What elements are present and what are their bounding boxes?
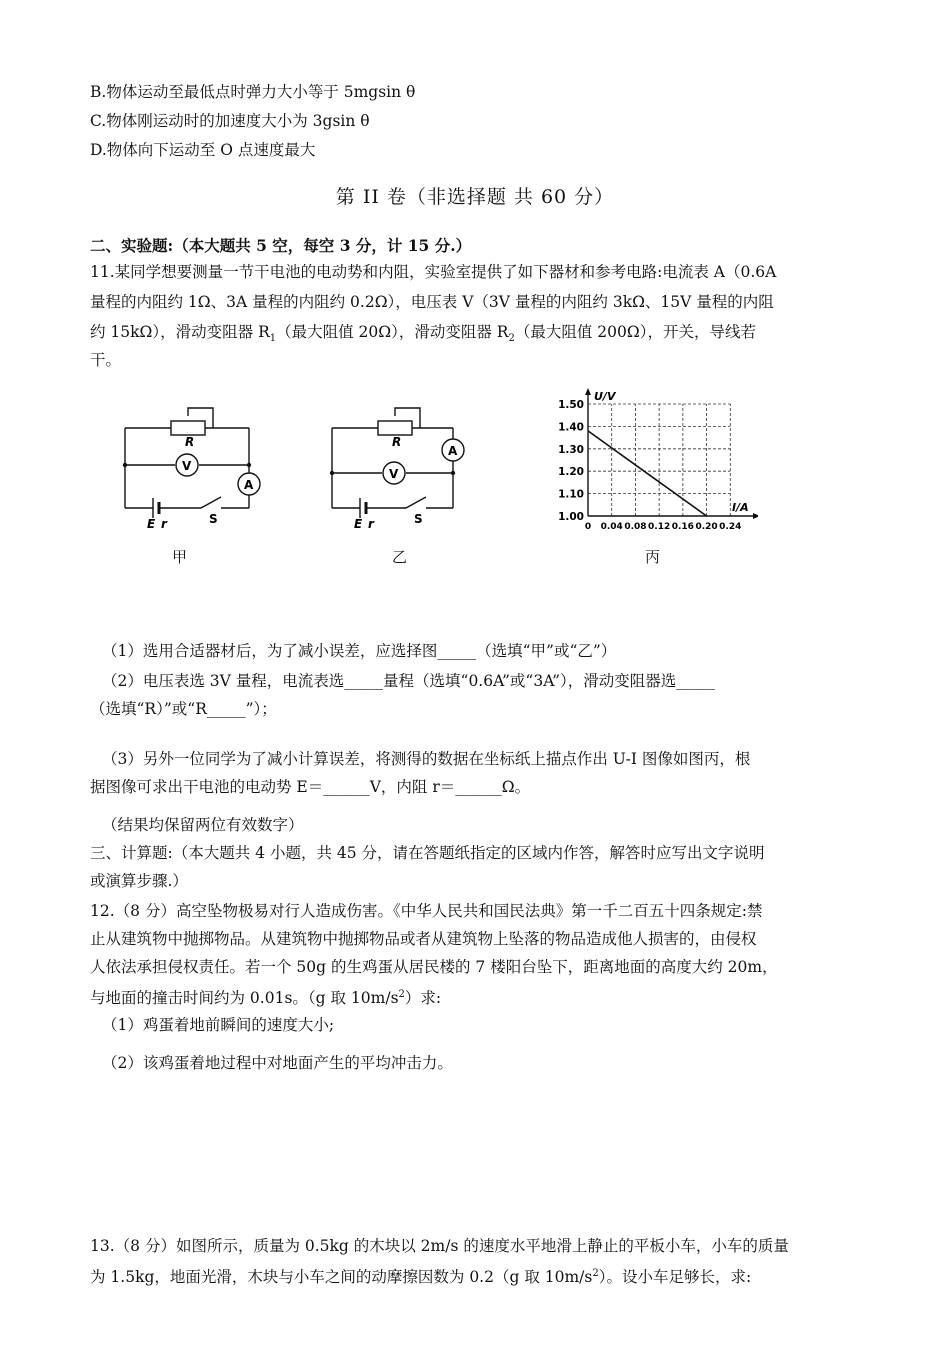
q12-line-2: 止从建筑物中抛掷物品。从建筑物中抛掷物品或者从建筑物上坠落的物品造成他人损害的，由侵权 — [90, 930, 757, 948]
q12-line-4: 与地面的撞击时间约为 0.01s。（g 取 $10m/s^2$）求: — [90, 989, 442, 1008]
q11-sub-1: （1）选用合适器材后，为了减小误差，应选择图_____（选填“甲”或“乙”） — [102, 642, 617, 660]
y-tick-label: 1.00 — [558, 511, 584, 523]
q11-line-1: 11.某同学想要测量一节干电池的电动势和内阻，实验室提供了如下器材和参考电路:电流表 A（0.6A — [90, 263, 777, 281]
q12-line-1: 12.（8 分）高空坠物极易对行人造成伤害。《中华人民共和国民法典》第一千二百五十四条规定:禁 — [90, 902, 763, 920]
calc-header-1: 三、计算题:（本大题共 4 小题，共 45 分，请在答题纸指定的区域内作答，解答时应写出文字说明 — [90, 844, 765, 862]
x-tick-label: 0.04 — [600, 522, 623, 532]
internal-r-label: r — [368, 517, 374, 528]
q11-sub-3b: 据图像可求出干电池的电动势 E＝______V，内阻 r＝______Ω。 — [90, 778, 531, 796]
q13-line-2: 为 1.5kg，地面光滑，木块与小车之间的动摩擦因数为 0.2（g 取 $10m/s^2$）。设小车足够长，求: — [90, 1268, 752, 1287]
x-axis-label: I/A — [732, 501, 749, 514]
experiment-header: 二、实验题:（本大题共 5 空，每空 3 分，计 15 分.） — [90, 236, 472, 255]
q11-sub-3c: （结果均保留两位有效数字） — [102, 816, 304, 834]
caption-jia: 甲 — [172, 548, 188, 566]
q11-sub-3a: （3）另外一位同学为了减小计算误差，将测得的数据在坐标纸上描点作出 U-I 图像如图丙，根 — [102, 750, 751, 768]
option-b: B.物体运动至最低点时弹力大小等于 5mgsin θ — [90, 83, 416, 101]
resistor-label: R — [185, 435, 195, 449]
caption-yi: 乙 — [392, 548, 408, 566]
emf-label: E — [354, 517, 363, 528]
calc-header-2: 或演算步骤.） — [90, 872, 188, 890]
voltmeter-label: V — [389, 467, 399, 481]
emf-label: E — [147, 517, 156, 528]
q11-line-2: 量程的内阻约 1Ω、3A 量程的内阻约 0.2Ω），电压表 V（3V 量程的内阻约 3kΩ、15V 量程的内阻 — [90, 293, 774, 311]
y-axis-label: U/V — [594, 390, 616, 403]
internal-r-label: r — [161, 517, 167, 528]
y-tick-label: 1.30 — [558, 443, 584, 456]
ui-graph — [548, 388, 758, 538]
x-axis-arrow — [753, 513, 758, 519]
y-tick-label: 1.50 — [558, 399, 584, 411]
switch-label: S — [414, 512, 423, 526]
ui-line — [588, 431, 707, 516]
circuit-diagram-jia — [115, 398, 275, 528]
ammeter-label: A — [244, 478, 254, 492]
resistor-label: R — [392, 435, 402, 449]
y-tick-label: 1.40 — [558, 421, 584, 434]
voltmeter-label: V — [182, 459, 192, 473]
y-axis-arrow — [585, 388, 591, 395]
q11-line-4: 干。 — [90, 351, 122, 369]
x-tick-label: 0.12 — [648, 522, 671, 532]
option-c: C.物体刚运动时的加速度大小为 3gsin θ — [90, 112, 370, 130]
ammeter-label: A — [448, 444, 458, 458]
q11-sub-2a: （2）电压表选 3V 量程，电流表选_____量程（选填“0.6A”或“3A”），滑动变阻器选_____ — [102, 672, 716, 690]
q11-line-3: 约 15kΩ），滑动变阻器 $R_1$（最大阻值 20Ω），滑动变阻器 $R_2$（最大阻值 200Ω），开关，导线若 — [90, 323, 756, 345]
x-tick-label: 0.08 — [624, 522, 647, 532]
q12-sub-2: （2）该鸡蛋着地过程中对地面产生的平均冲击力。 — [102, 1054, 453, 1072]
q12-sub-1: （1）鸡蛋着地前瞬间的速度大小; — [102, 1016, 335, 1034]
y-tick-label: 1.20 — [558, 466, 584, 479]
section-title: 第 II 卷（非选择题 共 60 分） — [335, 186, 615, 208]
x-tick-label: 0.16 — [671, 522, 694, 532]
y-tick-label: 1.10 — [558, 488, 584, 501]
x-tick-label: 0.20 — [695, 522, 718, 532]
q11-sub-2b: （选填“R）”或“R_____”）； — [90, 700, 277, 718]
x-tick-label: 0 — [584, 522, 592, 532]
q13-line-1: 13.（8 分）如图所示，质量为 0.5kg 的木块以 2m/s 的速度水平地滑上静止的平板小车，小车的质量 — [90, 1237, 789, 1255]
option-d: D.物体向下运动至 O 点速度最大 — [90, 141, 316, 159]
caption-bing: 丙 — [645, 548, 661, 566]
switch-label: S — [209, 512, 218, 526]
circuit-diagram-yi — [322, 398, 482, 528]
x-tick-label: 0.24 — [719, 522, 742, 532]
q12-line-3: 人依法承担侵权责任。若一个 50g 的生鸡蛋从居民楼的 7 楼阳台坠下，距离地面的高度大约 20m， — [90, 958, 778, 976]
